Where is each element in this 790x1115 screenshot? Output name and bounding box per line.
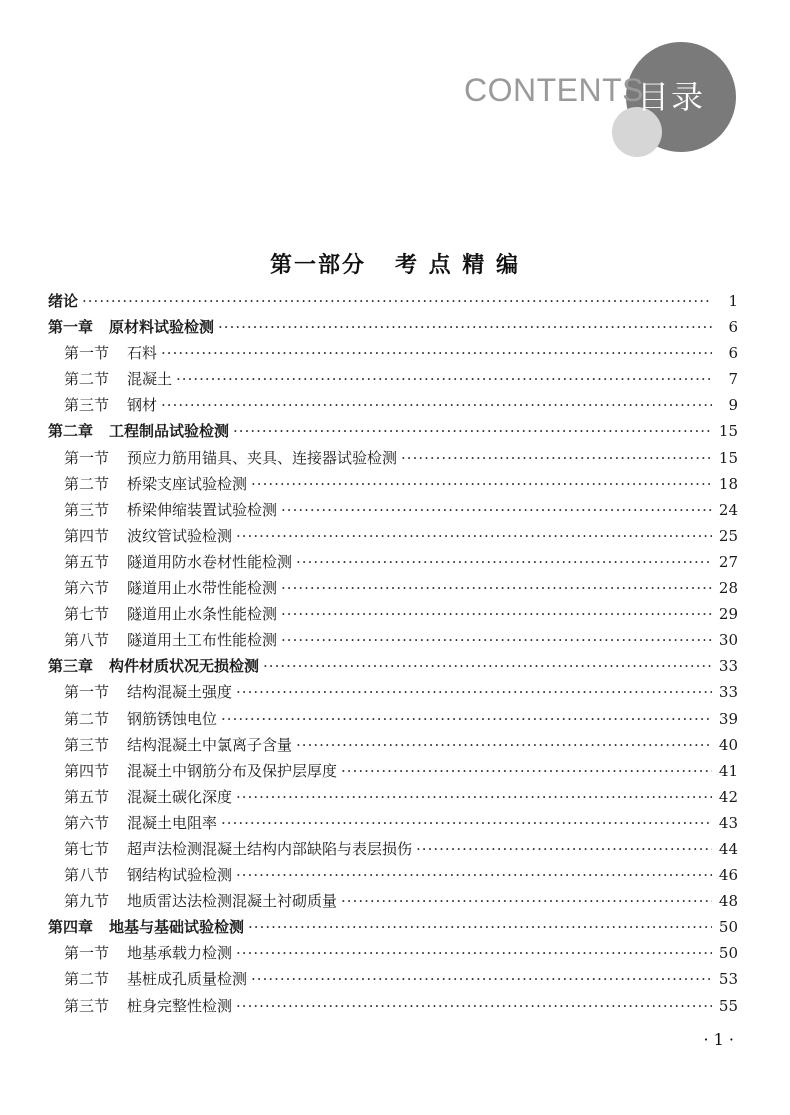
toc-section-row[interactable]: [48, 966, 738, 992]
toc-leader-dots: [248, 914, 712, 940]
toc-entry-title: 桥梁伸缩装置试验检测: [127, 500, 278, 519]
toc-section-row[interactable]: [48, 993, 738, 1019]
toc-entry-title: 隧道用防水卷材性能检测: [127, 552, 293, 571]
toc-leader-dots: [236, 862, 712, 888]
toc-entry-number: 第二节: [64, 709, 110, 728]
toc-leader-dots: [218, 314, 712, 340]
toc-entry-title: 桥梁支座试验检测: [127, 474, 248, 493]
toc-leader-dots: [263, 653, 712, 679]
toc-entry-number: 第四章: [48, 918, 94, 937]
toc-entry-number: 第一节: [64, 683, 110, 702]
toc-page-number: 50: [718, 918, 738, 937]
toc-entry-title: 钢筋锈蚀电位: [127, 709, 218, 728]
toc-entry-number: 第四节: [64, 761, 110, 780]
toc-section-row[interactable]: [48, 836, 738, 862]
toc-page-number: 33: [718, 683, 738, 702]
toc-section-row[interactable]: [48, 758, 738, 784]
toc-section-row[interactable]: [48, 392, 738, 418]
toc-section-row[interactable]: [48, 471, 738, 497]
toc-entry-title: 波纹管试验检测: [127, 526, 233, 545]
toc-page-number: 9: [728, 396, 738, 415]
part-title: 第一部分 考 点 精 编: [270, 252, 520, 278]
toc-section-row[interactable]: [48, 940, 738, 966]
toc-leader-dots: [281, 497, 712, 523]
toc-page-number: 27: [718, 552, 738, 571]
toc-leader-dots: [401, 445, 712, 471]
toc-leader-dots: [161, 340, 712, 366]
toc-chapter-row[interactable]: [48, 914, 738, 940]
toc-leader-dots: [416, 836, 712, 862]
toc-page-number: 28: [718, 579, 738, 598]
toc-leader-dots: [341, 758, 712, 784]
toc-leader-dots: [233, 418, 712, 444]
toc-entry-title: 隧道用止水条性能检测: [127, 605, 278, 624]
toc-leader-dots: [236, 679, 712, 705]
toc-entry-number: 第二节: [64, 370, 110, 389]
toc-entry-title: 地质雷达法检测混凝土衬砌质量: [127, 892, 338, 911]
mulu-heading: 目录: [636, 78, 705, 116]
toc-entry-title: 地基与基础试验检测: [109, 918, 245, 937]
toc-chapter-row[interactable]: [48, 653, 738, 679]
toc-section-row[interactable]: [48, 366, 738, 392]
toc-page-number: 42: [718, 787, 738, 806]
toc-chapter-row[interactable]: [48, 288, 738, 314]
toc-page-number: 40: [718, 735, 738, 754]
toc-entry-title: 混凝土碳化深度: [127, 787, 233, 806]
toc-leader-dots: [296, 549, 712, 575]
toc-entry-number: 第八节: [64, 866, 110, 885]
toc-entry-number: 第一节: [64, 344, 110, 363]
toc-entry-number: 第四节: [64, 526, 110, 545]
toc-leader-dots: [221, 810, 712, 836]
toc-section-row[interactable]: [48, 445, 738, 471]
toc-section-row[interactable]: [48, 784, 738, 810]
toc-page-number: 53: [718, 970, 738, 989]
table-of-contents: [48, 288, 738, 1019]
toc-entry-title: 工程制品试验检测: [109, 422, 230, 441]
toc-page-number: 30: [718, 631, 738, 650]
toc-entry-number: 第一节: [64, 944, 110, 963]
toc-entry-number: 第三节: [64, 396, 110, 415]
toc-leader-dots: [236, 940, 712, 966]
toc-leader-dots: [251, 966, 712, 992]
toc-entry-number: 第一节: [64, 448, 110, 467]
toc-section-row[interactable]: [48, 810, 738, 836]
toc-leader-dots: [296, 732, 712, 758]
toc-section-row[interactable]: [48, 888, 738, 914]
toc-section-row[interactable]: [48, 497, 738, 523]
toc-page-number: 6: [728, 344, 738, 363]
toc-page-number: 39: [718, 709, 738, 728]
toc-entry-title: 结构混凝土中氯离子含量: [127, 735, 293, 754]
toc-section-row[interactable]: [48, 679, 738, 705]
toc-page-number: 44: [718, 839, 738, 858]
toc-leader-dots: [341, 888, 712, 914]
toc-section-row[interactable]: [48, 862, 738, 888]
toc-page-number: 25: [718, 526, 738, 545]
toc-entry-title: 结构混凝土强度: [127, 683, 233, 702]
toc-entry-number: 第二章: [48, 422, 94, 441]
toc-section-row[interactable]: [48, 523, 738, 549]
toc-entry-number: 第五节: [64, 552, 110, 571]
toc-entry-number: 第七节: [64, 839, 110, 858]
toc-page-number: 41: [718, 761, 738, 780]
toc-section-row[interactable]: [48, 706, 738, 732]
toc-entry-title: 地基承载力检测: [127, 944, 233, 963]
toc-entry-number: 第二节: [64, 474, 110, 493]
toc-page-number: 1: [728, 292, 738, 310]
toc-entry-number: 第二节: [64, 970, 110, 989]
toc-entry-number: 第五节: [64, 787, 110, 806]
toc-entry-title: 隧道用土工布性能检测: [127, 631, 278, 650]
toc-entry-number: 第八节: [64, 631, 110, 650]
toc-section-row[interactable]: [48, 340, 738, 366]
toc-page-number: 15: [718, 448, 738, 467]
toc-entry-title: 超声法检测混凝土结构内部缺陷与表层损伤: [127, 839, 413, 858]
toc-entry-title: 基桩成孔质量检测: [127, 970, 248, 989]
toc-page-number: 48: [718, 892, 738, 911]
contents-heading: CONTENTS: [464, 72, 644, 108]
toc-entry-title: 预应力筋用锚具、夹具、连接器试验检测: [127, 448, 398, 467]
toc-entry-title: 钢结构试验检测: [127, 866, 233, 885]
toc-page-number: 50: [718, 944, 738, 963]
toc-entry-number: 第三节: [64, 735, 110, 754]
toc-page-number: 15: [718, 422, 738, 441]
toc-entry-title: 混凝土中钢筋分布及保护层厚度: [127, 761, 338, 780]
toc-entry-title: 隧道用止水带性能检测: [127, 579, 278, 598]
toc-entry-title: 钢材: [127, 396, 158, 415]
page-number: · 1 ·: [703, 1030, 734, 1049]
toc-entry-title: 混凝土: [127, 370, 173, 389]
toc-page-number: 24: [718, 500, 738, 519]
toc-chapter-row[interactable]: [48, 418, 738, 444]
toc-leader-dots: [281, 575, 712, 601]
toc-page-number: 29: [718, 605, 738, 624]
toc-entry-number: 第九节: [64, 892, 110, 911]
toc-leader-dots: [176, 366, 712, 392]
toc-entry-number: 第一章: [48, 318, 94, 337]
toc-page-number: 46: [718, 866, 738, 885]
toc-entry-number: 第七节: [64, 605, 110, 624]
toc-entry-title: 绪论: [48, 292, 79, 310]
toc-entry-number: 第六节: [64, 813, 110, 832]
toc-entry-number: 第三章: [48, 657, 94, 676]
toc-entry-title: 混凝土电阻率: [127, 813, 218, 832]
contents-header: [0, 0, 790, 170]
toc-entry-number: 第三节: [64, 996, 110, 1015]
toc-leader-dots: [221, 706, 712, 732]
toc-section-row[interactable]: [48, 601, 738, 627]
toc-section-row[interactable]: [48, 549, 738, 575]
toc-page-number: 7: [728, 370, 738, 389]
toc-page-number: 43: [718, 813, 738, 832]
toc-page-number: 33: [718, 657, 738, 676]
toc-section-row[interactable]: [48, 575, 738, 601]
toc-leader-dots: [82, 288, 712, 314]
toc-entry-number: 第六节: [64, 579, 110, 598]
toc-leader-dots: [161, 392, 712, 418]
toc-entry-number: 第三节: [64, 500, 110, 519]
toc-page-number: 55: [718, 996, 738, 1015]
toc-entry-title: 桩身完整性检测: [127, 996, 233, 1015]
toc-section-row[interactable]: [48, 732, 738, 758]
toc-page-number: 6: [728, 318, 738, 337]
toc-entry-title: 石料: [127, 344, 158, 363]
toc-section-row[interactable]: [48, 627, 738, 653]
toc-leader-dots: [236, 993, 712, 1019]
toc-leader-dots: [281, 627, 712, 653]
toc-leader-dots: [236, 523, 712, 549]
toc-chapter-row[interactable]: [48, 314, 738, 340]
toc-page-number: 18: [718, 474, 738, 493]
toc-leader-dots: [281, 601, 712, 627]
toc-entry-title: 构件材质状况无损检测: [109, 657, 260, 676]
toc-leader-dots: [251, 471, 712, 497]
toc-leader-dots: [236, 784, 712, 810]
toc-entry-title: 原材料试验检测: [109, 318, 215, 337]
